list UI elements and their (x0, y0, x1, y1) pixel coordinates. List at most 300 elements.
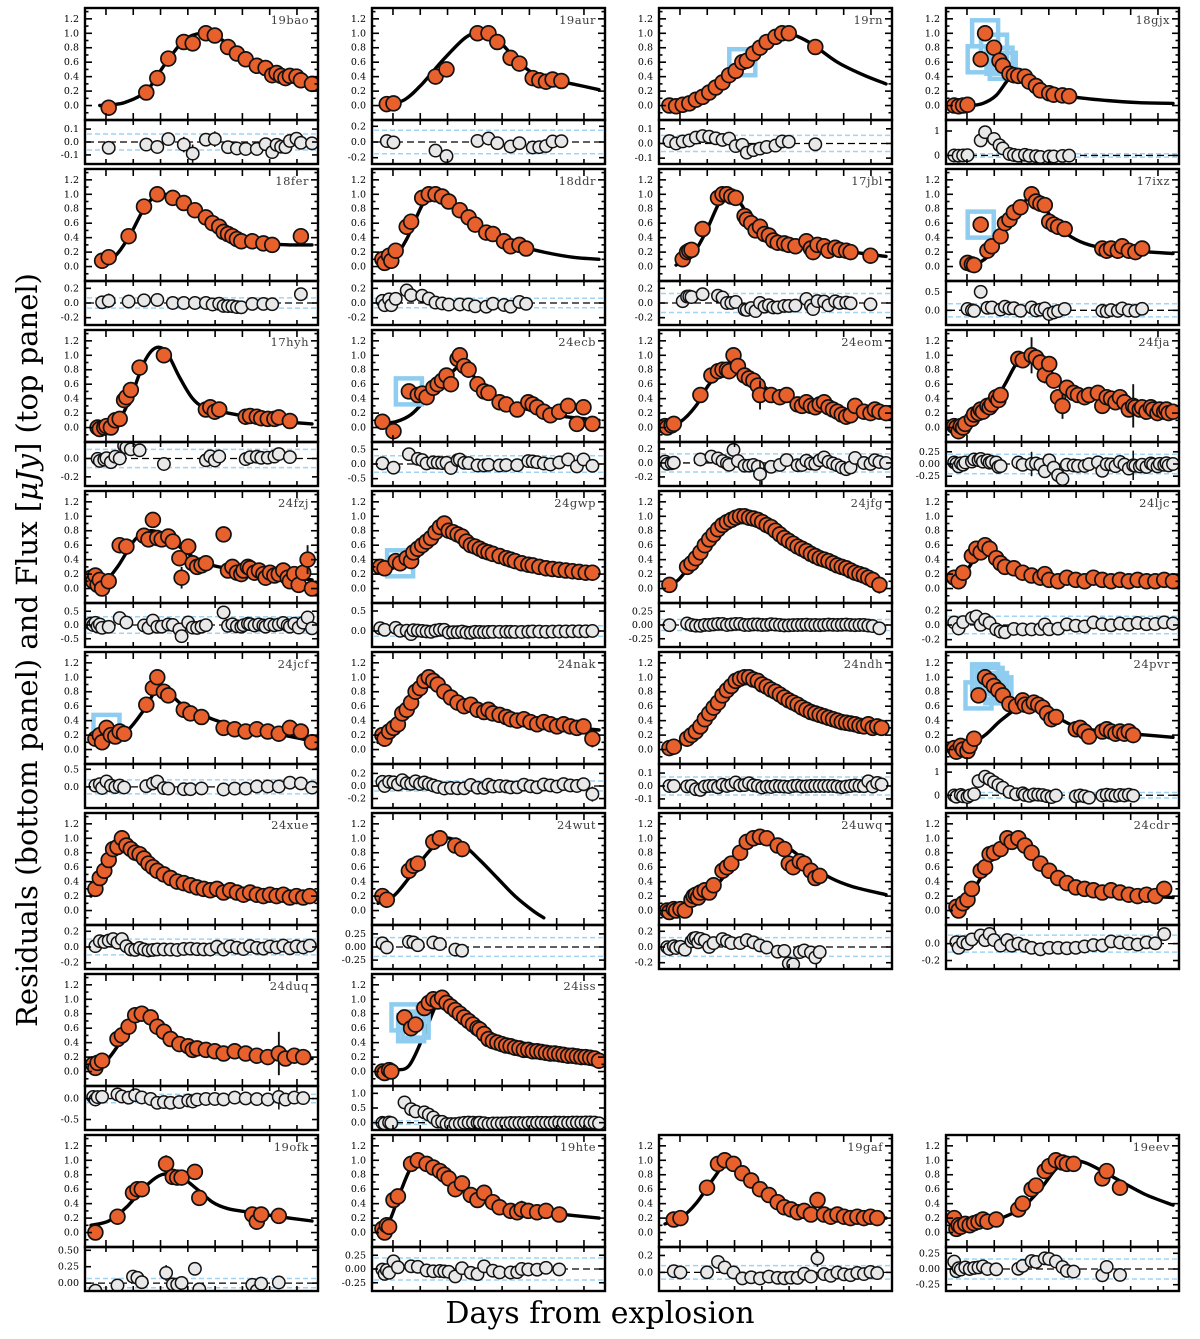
residual-tick-label: 0.0 (350, 1117, 366, 1129)
panel-label: 24duq (269, 979, 309, 993)
flux-tick-label: 0.0 (63, 261, 79, 273)
flux-points (88, 831, 317, 905)
flux-tick-label: 1.0 (924, 672, 940, 684)
residual-panel (659, 925, 892, 971)
flux-point (576, 400, 591, 415)
flux-tick-label: 0.0 (637, 1227, 653, 1239)
flux-tick-label: 0.6 (63, 701, 79, 713)
residual-point (133, 444, 145, 456)
residual-panel (372, 281, 605, 325)
flux-tick-label: 0.8 (637, 686, 653, 698)
flux-content (88, 670, 319, 750)
flux-tick-label: 0.2 (350, 247, 366, 259)
flux-tick-label: 0.0 (63, 744, 79, 756)
flux-tick-label: 0.2 (924, 408, 940, 420)
residual-panel (946, 603, 1179, 647)
residual-panel (85, 281, 318, 325)
residual-panel (85, 764, 318, 808)
panel-24iss (351, 974, 607, 1130)
flux-tick-label: 1.2 (924, 818, 940, 830)
flux-tick-label: 1.2 (350, 335, 366, 347)
residual-tick-label: -0.2 (634, 471, 653, 483)
flux-point (121, 229, 136, 244)
residual-tick-label: 0.2 (637, 283, 653, 295)
flux-tick-label: 0.0 (924, 261, 940, 273)
flux-points (947, 538, 1181, 589)
flux-content (375, 670, 600, 747)
residual-tick-label: 0.0 (350, 459, 366, 470)
residual-tick-label: 0.5 (63, 606, 79, 618)
flux-panel (85, 169, 318, 281)
flux-point (1037, 198, 1052, 213)
panel-24jfg (629, 491, 892, 647)
panel-19hte (342, 1135, 605, 1291)
flux-content (947, 1153, 1173, 1236)
flux-points (88, 670, 319, 750)
y-axis-label (10, 273, 44, 1027)
residual-content (661, 775, 890, 796)
residual-point (122, 295, 134, 307)
flux-tick-label: 0.6 (63, 1184, 79, 1196)
residual-content (87, 933, 316, 957)
panel-24ndh (635, 652, 892, 808)
flux-panel (946, 491, 1180, 603)
flux-panel (659, 652, 892, 764)
residual-tick-label: -0.2 (921, 955, 940, 967)
flux-tick-label: 1.2 (924, 1140, 940, 1152)
flux-tick-label: 0.4 (63, 232, 79, 244)
flux-panel (372, 1135, 605, 1247)
flux-tick-label: 0.2 (63, 247, 79, 259)
residual-point (1114, 1269, 1126, 1281)
flux-point (1013, 200, 1028, 215)
residual-panel (85, 1247, 318, 1297)
residual-points (381, 132, 568, 162)
panel-label: 24ecb (558, 335, 596, 349)
flux-point (174, 570, 189, 585)
residual-tick-label: 0.00 (344, 942, 366, 953)
flux-points (90, 348, 297, 437)
flux-point (439, 62, 454, 77)
flux-point (283, 414, 298, 429)
residual-point (387, 136, 399, 148)
y-axis-label-post: ] (top panel) (10, 273, 44, 455)
residual-content (87, 1084, 316, 1109)
flux-tick-label: 0.0 (637, 744, 653, 756)
panel-19gaf (638, 1135, 892, 1291)
residual-points (948, 451, 1179, 488)
flux-points (666, 1153, 884, 1227)
flux-point (673, 1211, 688, 1226)
panel-label: 24ndh (843, 657, 883, 671)
flux-tick-label: 1.0 (924, 28, 940, 40)
panel-18fer (61, 169, 318, 325)
residual-tick-label: -0.25 (915, 1279, 940, 1291)
flux-point (1029, 1178, 1044, 1193)
flux-point (662, 578, 677, 593)
panel-24ecb (348, 330, 605, 486)
residual-points (663, 130, 821, 160)
residual-tick-label: 0.0 (637, 1267, 653, 1279)
flux-tick-label: 0.4 (924, 715, 940, 727)
residual-tick-label: 0.25 (344, 928, 366, 940)
flux-tick-label: 1.2 (924, 496, 940, 508)
residual-point (136, 1276, 148, 1288)
flux-tick-label: 1.0 (924, 1155, 940, 1167)
residual-point (864, 298, 876, 310)
flux-tick-label: 0.6 (637, 57, 653, 69)
flux-point (254, 1207, 269, 1222)
flux-tick-label: 0.2 (924, 247, 940, 259)
residual-point (118, 781, 130, 793)
residual-tick-label: 0 (933, 150, 940, 162)
flux-tick-label: 0.6 (350, 379, 366, 391)
flux-tick-label: 0.4 (924, 232, 940, 244)
residual-tick-label: 0.0 (637, 298, 653, 309)
flux-content (662, 670, 889, 756)
residual-point (304, 939, 316, 951)
flux-points (373, 516, 600, 580)
residual-point (1059, 303, 1071, 315)
residual-tick-label: 0.0 (637, 942, 653, 953)
y-axis-label-mu: μJy (10, 454, 44, 501)
flux-point (1157, 882, 1172, 897)
flux-tick-label: 1.0 (637, 28, 653, 40)
flux-tick-label: 0.4 (637, 554, 653, 566)
flux-points (84, 513, 320, 596)
residual-point (392, 1261, 404, 1273)
residual-content (374, 622, 603, 641)
flux-tick-label: 0.8 (350, 364, 366, 376)
residual-point (209, 133, 221, 145)
flux-tick-label: 1.2 (63, 1140, 79, 1152)
flux-point (971, 688, 986, 703)
panel-24uwq (635, 813, 892, 971)
flux-point (1042, 357, 1057, 372)
flux-point (874, 721, 889, 736)
flux-point (455, 842, 470, 857)
flux-content (665, 1153, 886, 1227)
residual-tick-label: 0.0 (63, 620, 79, 631)
residual-content (374, 774, 603, 802)
flux-point (194, 710, 209, 725)
flux-point (490, 35, 505, 50)
residual-tick-label: 0 (933, 790, 940, 802)
residual-point (873, 622, 885, 634)
flux-tick-label: 0.8 (350, 203, 366, 215)
flux-panel (372, 491, 605, 603)
residual-content (948, 610, 1179, 638)
flux-point (561, 399, 576, 414)
flux-tick-label: 0.6 (350, 1184, 366, 1196)
flux-tick-label: 0.6 (637, 862, 653, 874)
flux-tick-label: 0.2 (63, 408, 79, 420)
residual-points (948, 771, 1139, 804)
panel-label: 19eev (1132, 1140, 1170, 1154)
flux-tick-label: 0.6 (350, 540, 366, 552)
residual-point (120, 616, 132, 628)
flux-tick-label: 0.4 (637, 715, 653, 727)
flux-tick-label: 0.4 (350, 715, 366, 727)
residual-point (577, 778, 589, 790)
residual-point (456, 945, 468, 957)
residual-tick-label: -0.25 (915, 471, 940, 483)
flux-tick-label: 0.2 (924, 730, 940, 742)
panel-label: 19gaf (847, 1140, 883, 1154)
flux-panel (85, 652, 319, 764)
residual-point (217, 606, 229, 618)
flux-tick-label: 0.2 (350, 1052, 366, 1064)
flux-tick-label: 1.0 (924, 833, 940, 845)
residual-tick-label: 0.2 (63, 926, 79, 938)
residual-point (162, 782, 174, 794)
flux-content (86, 1006, 312, 1075)
flux-point (585, 731, 600, 746)
residual-panel (659, 442, 892, 488)
residual-content (87, 775, 318, 796)
residual-tick-label: -0.2 (60, 471, 79, 483)
flux-tick-label: 0.4 (350, 1037, 366, 1049)
residual-point (809, 138, 821, 150)
flux-points (375, 670, 600, 747)
flux-content (658, 348, 894, 435)
flux-tick-label: 1.0 (350, 672, 366, 684)
flux-tick-label: 0.8 (350, 1008, 366, 1020)
panel-19ofk (58, 1135, 318, 1297)
flux-tick-label: 0.0 (637, 422, 653, 434)
residual-point (968, 305, 980, 317)
residual-panel (372, 925, 605, 969)
flux-content (100, 26, 320, 115)
flux-points (375, 1153, 567, 1240)
residual-point (390, 293, 402, 305)
flux-tick-label: 0.2 (63, 569, 79, 581)
flux-tick-label: 0.6 (63, 218, 79, 230)
flux-point (150, 187, 165, 202)
flux-point (134, 1182, 149, 1197)
panel-label: 24fja (1138, 335, 1170, 349)
flux-point (410, 856, 425, 871)
flux-tick-label: 0.4 (924, 393, 940, 405)
flux-point (408, 1017, 423, 1032)
residual-content (374, 1255, 603, 1283)
residual-tick-label: 0.5 (350, 606, 366, 617)
residual-tick-label: 0.0 (63, 781, 79, 793)
flux-panel (372, 330, 605, 442)
flux-tick-label: 1.2 (637, 174, 653, 186)
flux-panel (85, 8, 319, 120)
flux-panel (372, 652, 605, 764)
residual-tick-label: 0.2 (350, 768, 366, 780)
flux-tick-label: 0.0 (63, 1227, 79, 1239)
residual-point (1083, 792, 1095, 804)
flux-tick-label: 1.2 (637, 335, 653, 347)
flux-panel (946, 813, 1179, 925)
flux-point (512, 56, 527, 71)
flux-tick-label: 0.2 (63, 1052, 79, 1064)
residual-panel (372, 764, 605, 808)
flux-tick-label: 1.2 (350, 496, 366, 508)
flux-tick-label: 1.0 (637, 833, 653, 845)
flux-content (379, 26, 599, 112)
flux-content (675, 187, 886, 267)
flux-tick-label: 0.0 (63, 583, 79, 595)
flux-tick-label: 0.6 (63, 57, 79, 69)
y-axis-label-pre: Residuals (bottom panel) and Flux [ (10, 500, 44, 1027)
flux-tick-label: 1.2 (637, 657, 653, 669)
flux-points (662, 26, 823, 114)
flux-tick-label: 0.6 (924, 862, 940, 874)
flux-tick-label: 0.0 (637, 583, 653, 595)
flux-point (1126, 728, 1141, 743)
flux-tick-label: 0.0 (350, 905, 366, 917)
flux-tick-label: 0.0 (350, 1227, 366, 1239)
flux-point (139, 85, 154, 100)
flux-tick-label: 1.2 (63, 174, 79, 186)
flux-point (693, 388, 708, 403)
residual-point (844, 297, 856, 309)
flux-point (181, 539, 196, 554)
flux-panel (372, 974, 606, 1086)
flux-tick-label: 1.0 (63, 1155, 79, 1167)
residual-content (661, 932, 890, 971)
flux-tick-label: 0.6 (350, 862, 366, 874)
panel-24gwp (351, 491, 605, 647)
residual-point (1158, 928, 1170, 940)
residual-tick-label: 0.0 (924, 938, 940, 950)
flux-tick-label: 0.4 (637, 71, 653, 83)
flux-tick-label: 0.4 (924, 876, 940, 888)
flux-tick-label: 0.2 (924, 569, 940, 581)
panel-19bao (61, 8, 320, 164)
residual-tick-label: 0.25 (918, 446, 940, 458)
residual-point (158, 458, 170, 470)
flux-point (960, 97, 975, 112)
flux-tick-label: 0.2 (350, 569, 366, 581)
flux-point (781, 26, 796, 41)
flux-tick-label: 0.8 (637, 525, 653, 537)
flux-tick-label: 0.8 (63, 364, 79, 376)
flux-point (382, 1219, 397, 1234)
residual-panel (946, 281, 1179, 325)
panel-24eom (635, 330, 894, 488)
residual-tick-label: 0.50 (57, 1245, 79, 1257)
residual-points (948, 126, 1075, 163)
flux-tick-label: 0.6 (63, 1023, 79, 1035)
residual-tick-label: -0.25 (628, 633, 653, 645)
flux-points (375, 831, 469, 907)
flux-tick-label: 0.2 (637, 86, 653, 98)
flux-point (199, 556, 214, 571)
residual-tick-label: 0.1 (637, 123, 653, 135)
residual-tick-label: 0.0 (350, 781, 366, 792)
residual-content (948, 928, 1177, 956)
residual-point (378, 624, 390, 636)
residual-point (434, 938, 446, 950)
flux-point (965, 882, 980, 897)
flux-tick-label: 0.6 (63, 540, 79, 552)
residual-content (948, 771, 1177, 804)
flux-tick-label: 0.2 (637, 408, 653, 420)
panel-label: 24xue (271, 818, 309, 832)
flux-point (1135, 241, 1150, 256)
flux-panel (946, 1135, 1179, 1247)
flux-tick-label: 0.4 (350, 554, 366, 566)
flux-tick-label: 0.8 (350, 42, 366, 54)
residual-tick-label: 0.0 (63, 298, 79, 309)
flux-point (956, 565, 971, 580)
flux-tick-label: 0.4 (63, 71, 79, 83)
residual-points (663, 617, 885, 635)
panel-label: 18ddr (558, 174, 596, 188)
residual-panel (372, 1086, 605, 1130)
flux-point (271, 1209, 286, 1224)
flux-tick-label: 0.6 (637, 540, 653, 552)
flux-point (973, 52, 988, 67)
flux-tick-label: 1.2 (63, 979, 79, 991)
residual-tick-label: 0.00 (344, 1264, 366, 1275)
flux-tick-label: 1.0 (637, 511, 653, 523)
residual-panel (85, 925, 318, 969)
residual-point (103, 621, 115, 633)
flux-tick-label: 1.2 (350, 1140, 366, 1152)
flux-tick-label: 1.0 (63, 672, 79, 684)
flux-content (88, 831, 317, 905)
flux-tick-label: 0.0 (924, 905, 940, 917)
flux-tick-label: 0.8 (63, 686, 79, 698)
residual-point (306, 622, 318, 634)
flux-tick-label: 0.8 (63, 847, 79, 859)
flux-point (123, 383, 138, 398)
flux-tick-label: 1.0 (350, 833, 366, 845)
flux-content (84, 513, 320, 596)
flux-tick-label: 0.0 (350, 1066, 366, 1078)
x-axis-label: Days from explosion (445, 1296, 755, 1331)
flux-point (570, 417, 585, 432)
flux-tick-label: 0.6 (637, 1184, 653, 1196)
flux-tick-label: 1.2 (637, 496, 653, 508)
residual-content (374, 284, 603, 313)
flux-point (185, 36, 200, 51)
residual-point (96, 1091, 108, 1103)
flux-tick-label: 0.4 (637, 876, 653, 888)
flux-tick-label: 1.0 (637, 672, 653, 684)
panel-17ixz (925, 169, 1179, 325)
residual-panel (946, 442, 1179, 488)
flux-tick-label: 0.6 (637, 218, 653, 230)
flux-tick-label: 0.2 (63, 730, 79, 742)
flux-tick-label: 0.4 (637, 393, 653, 405)
residual-point (1127, 790, 1139, 802)
panel-18gjx (925, 8, 1179, 164)
flux-tick-label: 1.0 (637, 350, 653, 362)
panel-label: 19ofk (273, 1140, 309, 1154)
flux-tick-label: 0.8 (924, 203, 940, 215)
residual-tick-label: 0.0 (350, 626, 366, 637)
residual-point (240, 782, 252, 794)
flux-tick-label: 0.0 (637, 100, 653, 112)
residual-tick-label: 0.2 (637, 1250, 653, 1262)
flux-point (157, 348, 172, 363)
flux-point (391, 1189, 406, 1204)
flux-tick-label: 1.0 (63, 833, 79, 845)
residual-point (284, 451, 296, 463)
flux-tick-label: 1.2 (350, 174, 366, 186)
residual-tick-label: 0.2 (350, 283, 366, 295)
residual-content (948, 286, 1177, 321)
residual-tick-label: 0.0 (350, 298, 366, 309)
flux-point (296, 1050, 311, 1065)
